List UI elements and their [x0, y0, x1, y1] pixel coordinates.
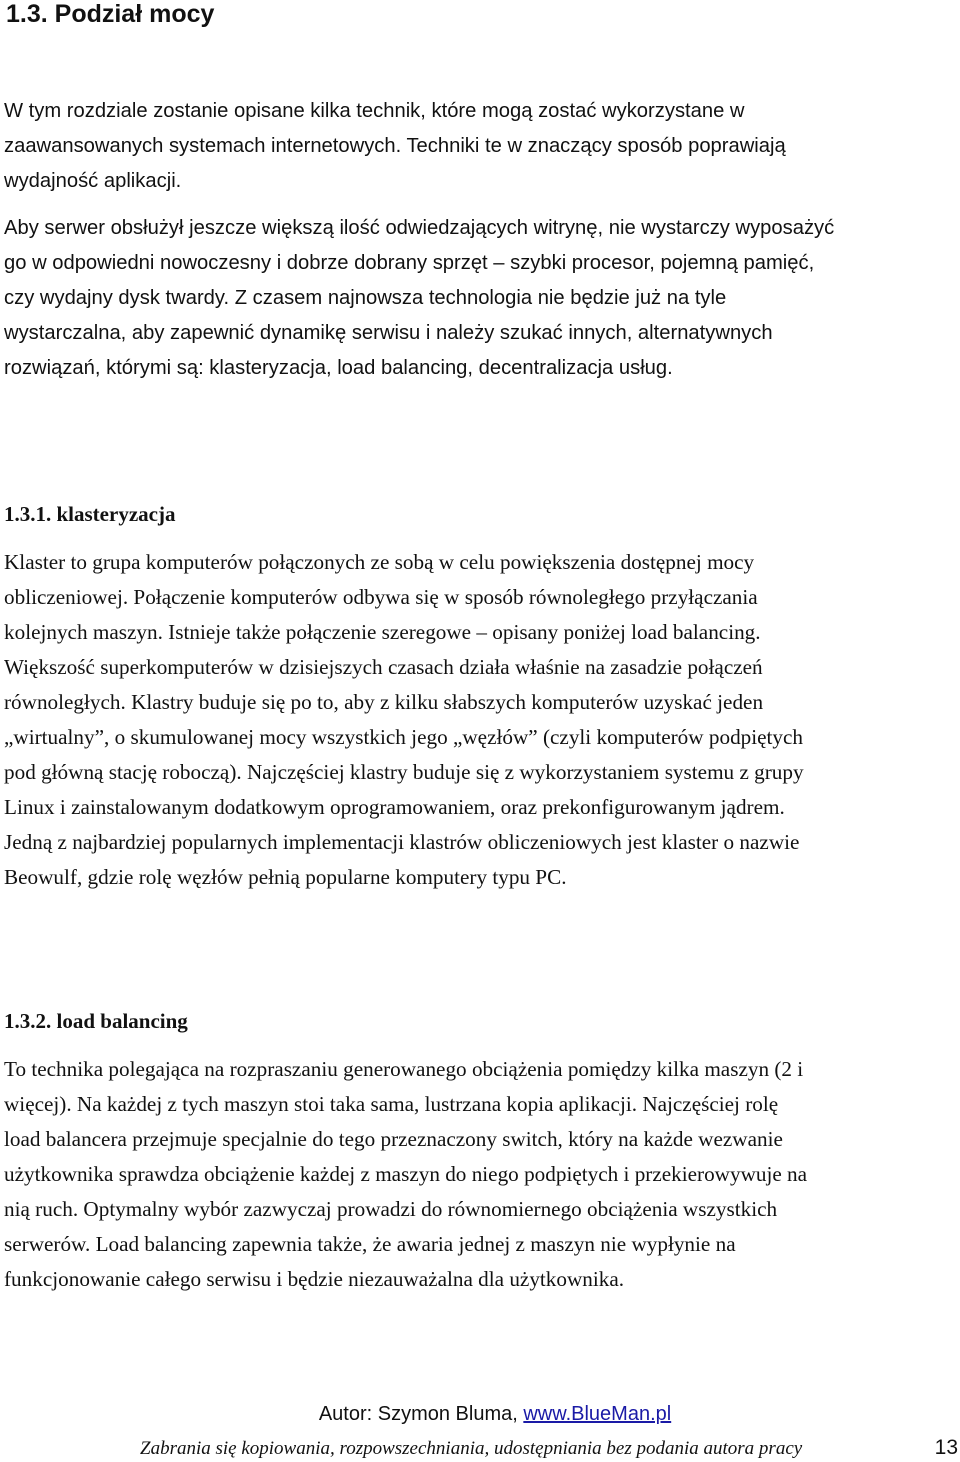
text-line: obliczeniowej. Połączenie komputerów odbywa się w sposób równoległego przyłączania: [4, 585, 758, 609]
text-line: Klaster to grupa komputerów połączonych ze sobą w celu powiększenia dostępnej mocy: [4, 550, 755, 574]
text-line: Aby serwer obsłużył jeszcze większą ilość odwiedzających witrynę, nie wystarczy wyposażyć: [4, 217, 835, 239]
text-line: Jedną z najbardziej popularnych implementacji klastrów obliczeniowych jest klaster o nazwie: [4, 830, 800, 854]
text-line: wystarczalna, aby zapewnić dynamikę serwisu i należy szukać innych, alternatywnych: [4, 322, 773, 344]
subsection-heading-clustering: 1.3.1. klasteryzacja: [4, 502, 176, 526]
intro-paragraph: [4, 94, 959, 199]
text-line: „wirtualny”, o skumulowanej mocy wszystkich jego „węzłów” (czyli komputerów podpiętych: [4, 725, 804, 749]
text-line: Większość superkomputerów w dzisiejszych czasach działa właśnie na zasadzie połączeń: [4, 655, 763, 679]
text-line: użytkownika sprawdza obciążenie każdej z maszyn do niego podpiętych i przekierowywuje na: [4, 1162, 808, 1186]
footer-author: [0, 1401, 960, 1427]
text-line: więcej). Na każdej z tych maszyn stoi taka sama, lustrzana kopia aplikacji. Najczęściej rolę: [4, 1092, 779, 1116]
server-paragraph: [4, 211, 959, 386]
footer-copyright-note: Zabrania się kopiowania, rozpowszechniania, udostępniania bez podania autora pracy: [140, 1438, 803, 1459]
text-line: zaawansowanych systemach internetowych. Techniki te w znaczący sposób poprawiają: [4, 135, 786, 157]
text-line: go w odpowiedni nowoczesny i dobrze dobrany sprzęt – szybki procesor, pojemną pamięć,: [4, 252, 815, 274]
text-line: serwerów. Load balancing zapewnia także, że awaria jednej z maszyn nie wypłynie na: [4, 1232, 736, 1256]
text-line: czy wydajny dysk twardy. Z czasem najnowsza technologia nie będzie już na tyle: [4, 287, 727, 309]
section-heading: 1.3. Podział mocy: [6, 0, 215, 28]
text-line: równoległych. Klastry buduje się po to, aby z kilku słabszych komputerów uzyskać jeden: [4, 690, 764, 714]
text-line: load balancera przejmuje specjalnie do tego przeznaczony switch, który na każde wezwanie: [4, 1127, 783, 1151]
text-line: Beowulf, gdzie rolę węzłów pełnią popularne komputery typu PC.: [4, 865, 567, 889]
clustering-paragraph: [4, 545, 959, 895]
text-line: pod główną stację roboczą). Najczęściej klastry buduje się z wykorzystaniem systemu z grupy: [4, 760, 804, 784]
load-balancing-paragraph: [4, 1052, 959, 1297]
text-line: W tym rozdziale zostanie opisane kilka technik, które mogą zostać wykorzystane w: [4, 100, 745, 122]
text-line: nią ruch. Optymalny wybór zazwyczaj prowadzi do równomiernego obciążenia wszystkich: [4, 1197, 778, 1221]
author-website-link[interactable]: www.BlueMan.pl: [523, 1403, 672, 1425]
subsection-heading-load-balancing: 1.3.2. load balancing: [4, 1009, 188, 1033]
text-line: wydajność aplikacji.: [4, 170, 182, 192]
text-line: funkcjonowanie całego serwisu i będzie niezauważalna dla użytkownika.: [4, 1267, 625, 1291]
text-line: To technika polegająca na rozpraszaniu generowanego obciążenia pomiędzy kilka maszyn (2 i: [4, 1057, 804, 1081]
author-label: Autor: Szymon Bluma,: [318, 1403, 524, 1425]
text-line: kolejnych maszyn. Istnieje także połączenie szeregowe – opisany poniżej load balancing.: [4, 620, 761, 644]
text-line: Linux i zainstalowanym dodatkowym oprogramowaniem, oraz prekonfigurowanym jądrem.: [4, 795, 785, 819]
text-line: rozwiązań, którymi są: klasteryzacja, load balancing, decentralizacja usług.: [4, 357, 673, 379]
page-number: 13: [934, 1436, 958, 1459]
